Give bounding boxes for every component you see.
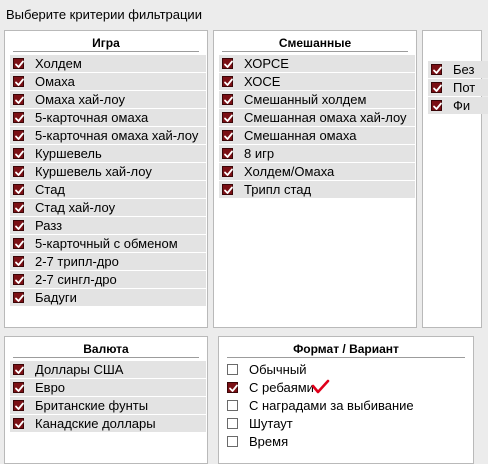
currency-option[interactable]: [10, 415, 207, 433]
mixed-option[interactable]: [219, 109, 416, 127]
game-list: [10, 55, 207, 307]
format-panel-title: Формат / Вариант: [227, 341, 465, 358]
game-option-label: Стад хай-лоу: [35, 200, 116, 215]
game-option[interactable]: [10, 181, 207, 199]
mixed-option[interactable]: [219, 55, 416, 73]
checkbox[interactable]: [13, 382, 24, 393]
checkbox[interactable]: [13, 418, 24, 429]
checkbox[interactable]: [13, 400, 24, 411]
format-option-label: Время: [249, 434, 289, 449]
game-option[interactable]: [10, 91, 207, 109]
checkbox[interactable]: [222, 58, 233, 69]
game-option[interactable]: [10, 127, 207, 145]
format-option[interactable]: [224, 379, 473, 397]
checkbox[interactable]: [13, 202, 24, 213]
mixed-option[interactable]: [219, 91, 416, 109]
mixed-option[interactable]: [219, 145, 416, 163]
currency-option[interactable]: [10, 379, 207, 397]
checkmark-icon: [14, 383, 25, 394]
checkbox[interactable]: [13, 130, 24, 141]
game-option-label: Разз: [35, 218, 63, 233]
mixed-option-label: Смешанная омаха хай-лоу: [244, 110, 407, 125]
game-option-label: Бадуги: [35, 290, 77, 305]
game-option-label: Стад: [35, 182, 66, 197]
currency-panel: [4, 336, 208, 464]
game-option-label: Омаха: [35, 74, 75, 89]
checkmark-icon: [223, 131, 234, 142]
checkmark-icon: [14, 221, 25, 232]
checkbox[interactable]: [13, 292, 24, 303]
currency-option[interactable]: [10, 361, 207, 379]
format-option-label: Шутаут: [249, 416, 293, 431]
game-option[interactable]: [10, 109, 207, 127]
game-option-label: 5-карточная омаха хай-лоу: [35, 128, 199, 143]
game-option-label: 2-7 трипл-дро: [35, 254, 119, 269]
limit-option[interactable]: [428, 79, 481, 97]
checkmark-icon: [14, 131, 25, 142]
format-panel: [218, 336, 474, 464]
checkbox[interactable]: [13, 364, 24, 375]
currency-option-label: Канадские доллары: [35, 416, 156, 431]
mixed-option[interactable]: [219, 73, 416, 91]
mixed-panel: [213, 30, 417, 328]
checkmark-icon: [14, 203, 25, 214]
currency-option-label: Евро: [35, 380, 66, 395]
mixed-list: [219, 55, 416, 199]
checkbox[interactable]: [227, 400, 238, 411]
format-option[interactable]: [224, 433, 473, 451]
checkmark-icon: [14, 419, 25, 430]
checkmark-icon: [223, 185, 234, 196]
checkmark-icon: [14, 275, 25, 286]
checkbox[interactable]: [13, 76, 24, 87]
checkmark-icon: [228, 383, 239, 394]
checkbox[interactable]: [227, 364, 238, 375]
game-option[interactable]: [10, 289, 207, 307]
format-option-label: С ребаями: [249, 380, 314, 395]
checkbox[interactable]: [431, 64, 442, 75]
currency-option-label: Британские фунты: [35, 398, 149, 413]
checkbox[interactable]: [222, 112, 233, 123]
checkmark-icon: [432, 83, 443, 94]
mixed-option-label: Трипл стад: [244, 182, 312, 197]
checkmark-icon: [223, 95, 234, 106]
checkbox[interactable]: [222, 184, 233, 195]
checkmark-icon: [14, 95, 25, 106]
checkbox[interactable]: [13, 238, 24, 249]
mixed-option-label: ХОРСЕ: [244, 56, 289, 71]
checkmark-icon: [14, 113, 25, 124]
game-option[interactable]: [10, 163, 207, 181]
checkbox[interactable]: [222, 148, 233, 159]
game-option[interactable]: [10, 235, 207, 253]
game-option-label: 5-карточная омаха: [35, 110, 149, 125]
checkmark-icon: [14, 185, 25, 196]
mixed-option[interactable]: [219, 127, 416, 145]
currency-option[interactable]: [10, 397, 207, 415]
game-option-label: Куршевель: [35, 146, 102, 161]
format-option-label: Обычный: [249, 362, 307, 377]
mixed-panel-title: Смешанные: [222, 35, 408, 52]
limit-option-label: Пот: [453, 80, 476, 95]
checkmark-icon: [14, 149, 25, 160]
limit-option-label: Без: [453, 62, 475, 77]
game-option-label: Куршевель хай-лоу: [35, 164, 152, 179]
game-option-label: Холдем: [35, 56, 82, 71]
limit-option[interactable]: [428, 97, 481, 115]
red-checkmark-annotation: [311, 378, 331, 396]
checkbox[interactable]: [13, 94, 24, 105]
checkbox[interactable]: [222, 76, 233, 87]
format-option[interactable]: [224, 415, 473, 433]
checkmark-icon: [14, 401, 25, 412]
checkmark-icon: [14, 293, 25, 304]
game-option-label: Омаха хай-лоу: [35, 92, 125, 107]
checkmark-icon: [223, 59, 234, 70]
game-option-label: 2-7 сингл-дро: [35, 272, 117, 287]
checkbox[interactable]: [227, 436, 238, 447]
checkmark-icon: [14, 167, 25, 178]
game-option[interactable]: [10, 55, 207, 73]
checkmark-icon: [223, 167, 234, 178]
checkbox[interactable]: [222, 94, 233, 105]
currency-panel-title: Валюта: [13, 341, 199, 358]
checkbox[interactable]: [13, 112, 24, 123]
filter-header: Выберите критерии фильтрации: [6, 7, 202, 22]
checkmark-icon: [14, 239, 25, 250]
checkmark-icon: [14, 365, 25, 376]
checkbox[interactable]: [13, 256, 24, 267]
mixed-option[interactable]: [219, 163, 416, 181]
format-list: [224, 361, 473, 451]
currency-option-label: Доллары США: [35, 362, 124, 377]
checkbox[interactable]: [222, 130, 233, 141]
checkmark-icon: [14, 77, 25, 88]
mixed-option-label: 8 игр: [244, 146, 275, 161]
mixed-option[interactable]: [219, 181, 416, 199]
game-option-label: 5-карточный с обменом: [35, 236, 178, 251]
checkbox[interactable]: [13, 220, 24, 231]
mixed-option-label: Смешанный холдем: [244, 92, 367, 107]
checkbox[interactable]: [13, 184, 24, 195]
game-panel: [4, 30, 208, 328]
limit-panel: [422, 30, 482, 328]
game-option[interactable]: [10, 217, 207, 235]
checkmark-icon: [223, 77, 234, 88]
game-option[interactable]: [10, 73, 207, 91]
game-option[interactable]: [10, 199, 207, 217]
checkbox[interactable]: [431, 100, 442, 111]
limit-option[interactable]: [428, 61, 481, 79]
checkbox[interactable]: [13, 166, 24, 177]
game-panel-title: Игра: [13, 35, 199, 52]
mixed-option-label: Холдем/Омаха: [244, 164, 335, 179]
limit-list: [428, 61, 481, 115]
game-option[interactable]: [10, 271, 207, 289]
checkmark-icon: [223, 113, 234, 124]
checkbox[interactable]: [222, 166, 233, 177]
checkmark-icon: [14, 59, 25, 70]
game-option[interactable]: [10, 253, 207, 271]
checkmark-icon: [223, 149, 234, 160]
format-option[interactable]: [224, 361, 473, 379]
format-option[interactable]: [224, 397, 473, 415]
mixed-option-label: ХОСЕ: [244, 74, 281, 89]
checkbox[interactable]: [13, 58, 24, 69]
currency-list: [10, 361, 207, 433]
checkbox[interactable]: [227, 382, 238, 393]
checkmark-icon: [432, 101, 443, 112]
limit-option-label: Фи: [453, 98, 471, 113]
checkmark-icon: [14, 257, 25, 268]
mixed-option-label: Смешанная омаха: [244, 128, 357, 143]
checkbox[interactable]: [227, 418, 238, 429]
checkbox[interactable]: [431, 82, 442, 93]
game-option[interactable]: [10, 145, 207, 163]
format-option-label: С наградами за выбивание: [249, 398, 414, 413]
checkbox[interactable]: [13, 148, 24, 159]
checkmark-icon: [432, 65, 443, 76]
checkbox[interactable]: [13, 274, 24, 285]
